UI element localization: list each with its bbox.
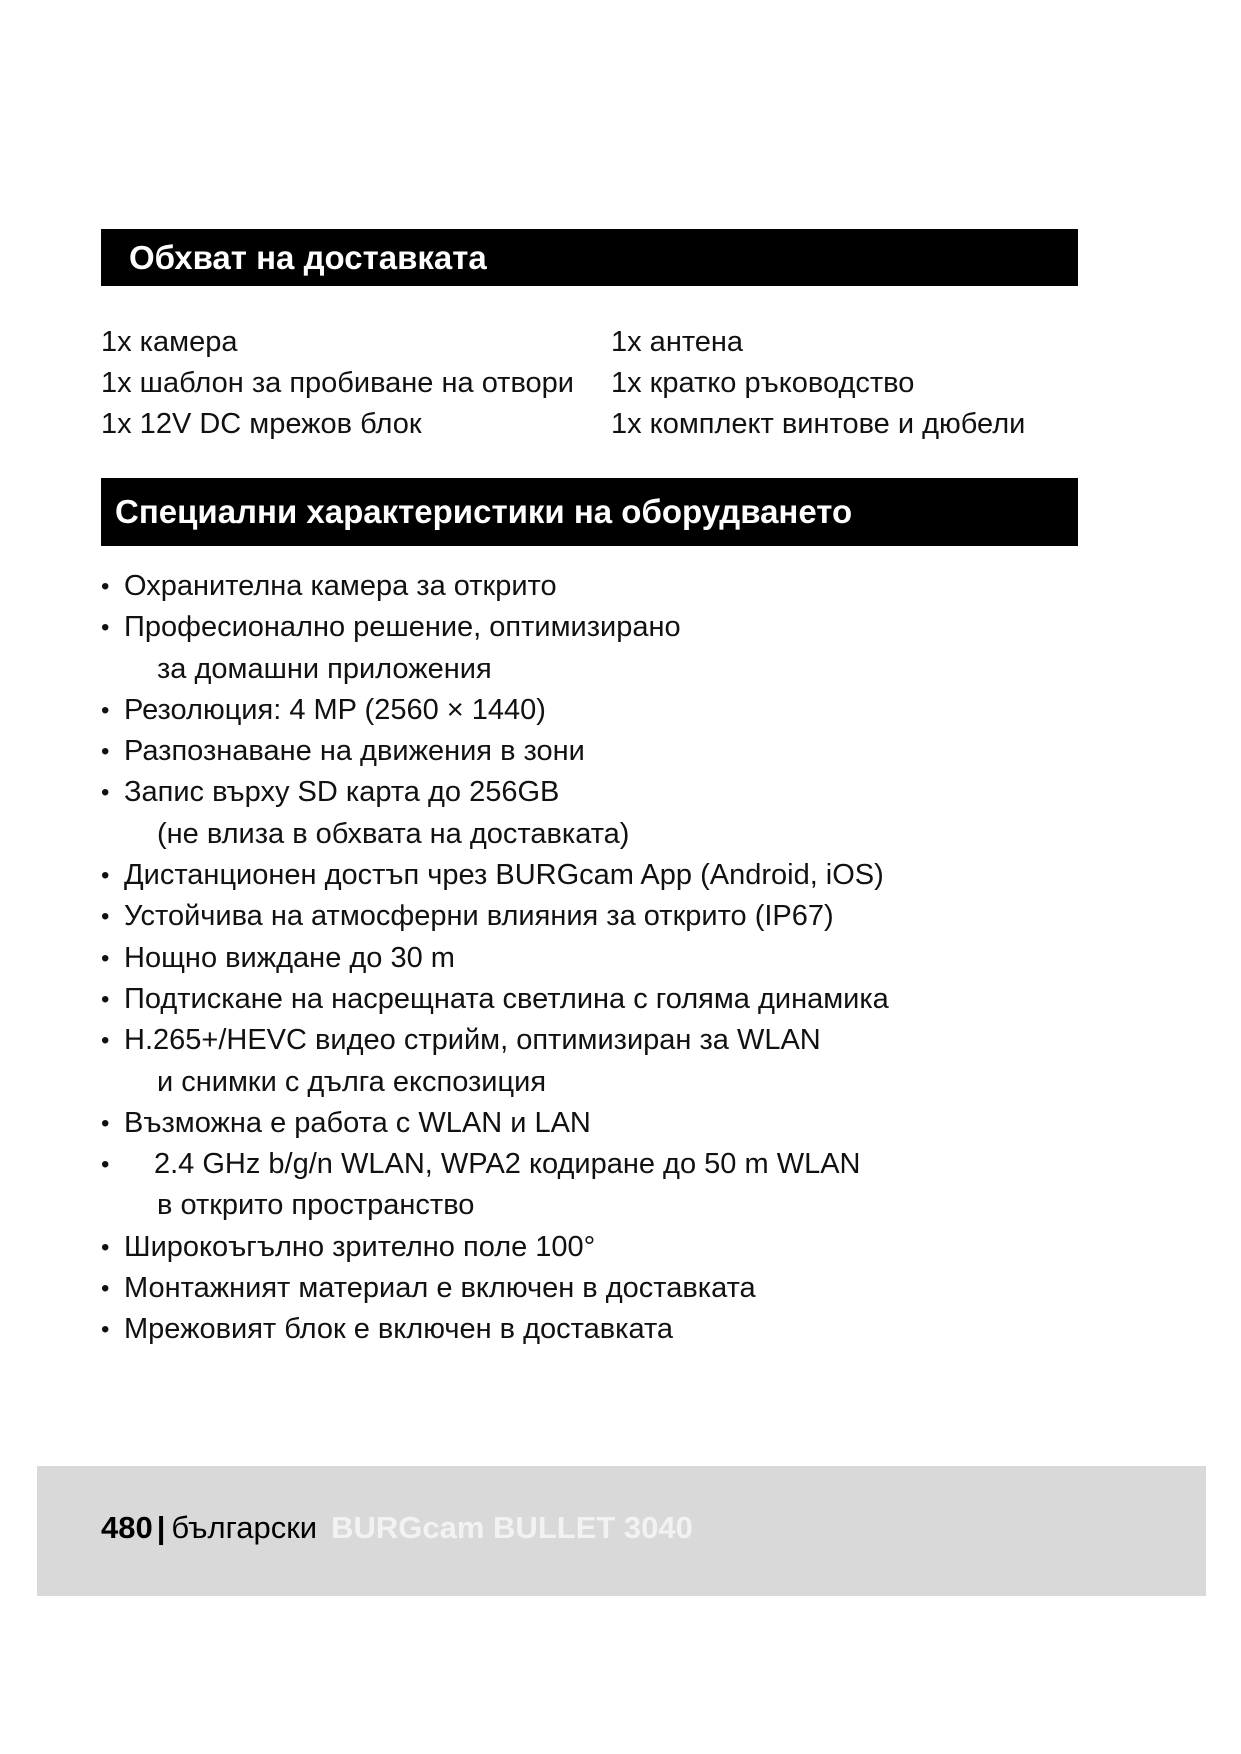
bullet-icon: •	[101, 903, 110, 931]
feature-item	[101, 938, 1101, 979]
features-section-header	[101, 478, 1078, 546]
feature-text-continuation: за домашни приложения	[157, 652, 492, 685]
bullet-icon: •	[101, 1233, 110, 1261]
feature-text: 2.4 GHz b/g/n WLAN, WPA2 кодиране до 50 m WLAN	[154, 1148, 861, 1181]
feature-item	[101, 896, 1101, 937]
bullet-icon: •	[101, 944, 110, 972]
page-number: 480	[101, 1510, 153, 1545]
bullet-icon: •	[101, 738, 110, 766]
delivery-section-title: Обхват на доставката	[129, 238, 487, 276]
delivery-item: 1x кратко ръководство	[611, 367, 915, 399]
bullet-icon: •	[101, 862, 110, 890]
feature-text: Широкоъгълно зрително поле 100°	[124, 1230, 596, 1263]
feature-item	[101, 1103, 1101, 1144]
feature-text-continuation: (не влиза в обхвата на доставката)	[157, 817, 630, 850]
feature-text: Разпознаване на движения в зони	[124, 735, 585, 768]
feature-item	[101, 855, 1101, 896]
bullet-icon: •	[101, 696, 110, 724]
footer-product-name: BURGcam BULLET 3040	[331, 1510, 693, 1545]
feature-text: Охранителна камера за открито	[124, 570, 557, 602]
feature-item	[101, 566, 1101, 607]
footer-text	[101, 1510, 693, 1546]
bullet-icon: •	[101, 1275, 110, 1303]
feature-item	[101, 1268, 1101, 1309]
feature-text: Запис върху SD карта до 256GB	[124, 776, 560, 809]
feature-text: Резолюция: 4 MP (2560 × 1440)	[124, 693, 546, 726]
feature-text: Подтискане на насрещната светлина с голяма динамика	[124, 982, 889, 1015]
bullet-icon: •	[101, 779, 110, 807]
bullet-icon: •	[101, 985, 110, 1013]
feature-text: H.265+/HEVC видео стрийм, оптимизиран за WLAN	[124, 1024, 821, 1057]
bullet-icon: •	[101, 614, 110, 642]
feature-text: Професионално решение, оптимизирано	[124, 611, 681, 644]
feature-text: Възможна е работа с WLAN и LAN	[124, 1106, 591, 1139]
feature-item	[101, 690, 1101, 731]
delivery-list-left	[101, 322, 574, 445]
feature-text: Мрежовият блок е включен в доставката	[124, 1313, 674, 1346]
bullet-icon: •	[101, 1151, 110, 1179]
feature-text-continuation: и снимки с дълга експозиция	[157, 1065, 547, 1098]
feature-item	[101, 607, 1101, 690]
delivery-section-header	[101, 229, 1078, 286]
delivery-item: 1x антена	[611, 326, 744, 358]
bullet-icon: •	[101, 1316, 110, 1344]
features-list	[101, 566, 1101, 1351]
delivery-item: 1x камера	[101, 326, 238, 358]
feature-item	[101, 1227, 1101, 1268]
feature-text: Устойчива на атмосферни влияния за открито (IP67)	[124, 900, 834, 933]
features-section-title: Специални характеристики на оборудването	[115, 493, 853, 530]
feature-text: Дистанционен достъп чрез BURGcam App (Android, iOS)	[124, 859, 884, 892]
feature-item	[101, 731, 1101, 772]
feature-item	[101, 1020, 1101, 1103]
delivery-item: 1x шаблон за пробиване на отвори	[101, 367, 575, 399]
bullet-icon: •	[101, 1027, 110, 1055]
feature-item	[101, 979, 1101, 1020]
footer-language: български	[171, 1510, 318, 1545]
feature-item	[101, 1144, 1101, 1227]
feature-text-continuation: в открито пространство	[157, 1189, 475, 1222]
page-footer	[37, 1466, 1206, 1596]
bullet-icon: •	[101, 573, 110, 600]
feature-text: Монтажният материал е включен в доставката	[124, 1272, 756, 1305]
footer-separator: |	[156, 1510, 166, 1545]
delivery-item: 1x комплект винтове и дюбели	[611, 408, 1026, 440]
delivery-item: 1x 12V DC мрежов блок	[101, 408, 422, 440]
delivery-list-right	[611, 322, 1025, 445]
bullet-icon: •	[101, 1109, 110, 1137]
feature-item	[101, 772, 1101, 855]
feature-item	[101, 1309, 1101, 1350]
feature-text: Нощно виждане до 30 m	[124, 941, 455, 974]
